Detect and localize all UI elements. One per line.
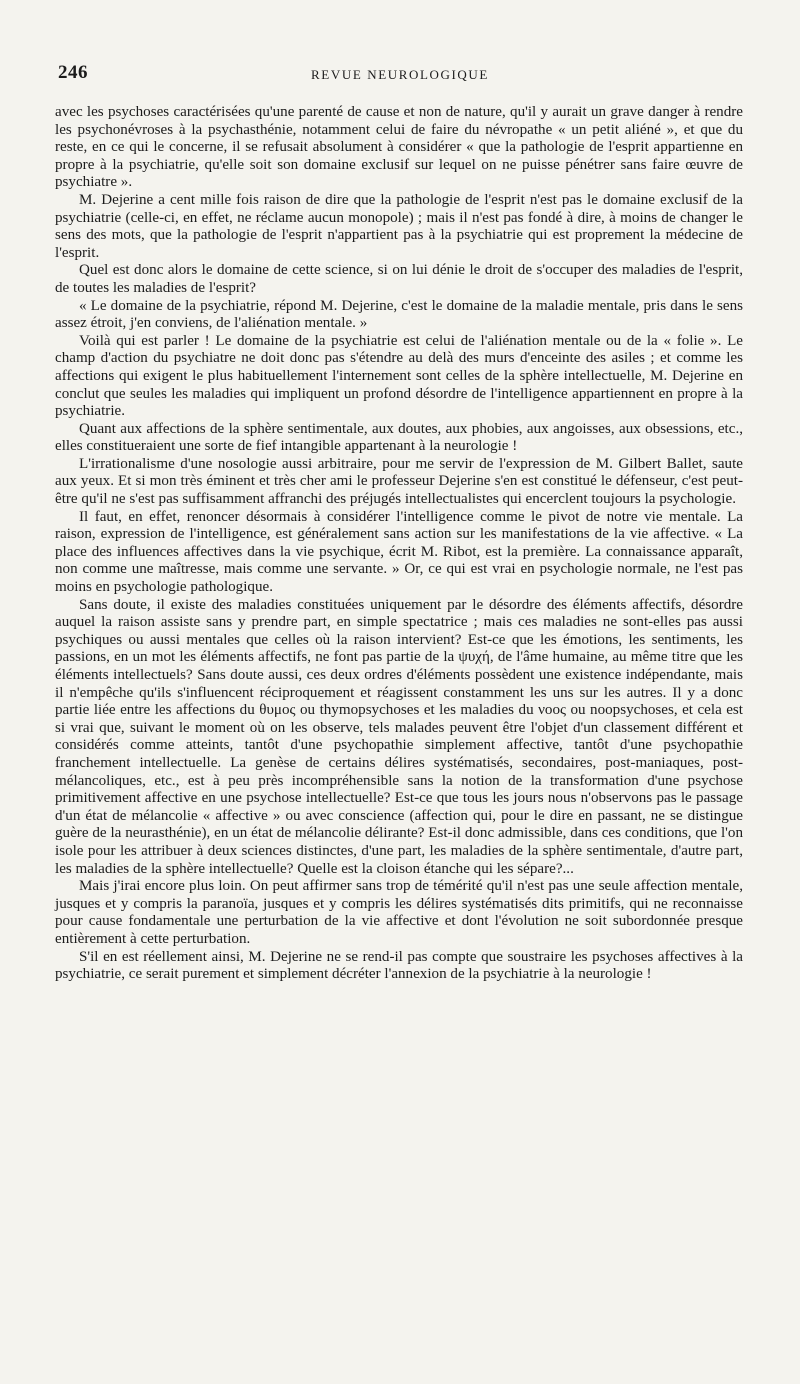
paragraph: M. Dejerine a cent mille fois raison de dire que la pathologie de l'esprit n'est pas le domaine exclusif de la psychiatrie (celle-ci, en effet, ne réclame aucun monopole) ; mais il n'est pas fondé à dire, à moins de changer le sens des mots, que la pathologie de l'esprit n'appartient pas à la psychiatrie qui est proprement la médecine de l'esprit.: [55, 191, 743, 261]
paragraph: avec les psychoses caractérisées qu'une parenté de cause et non de nature, qu'il y aurait un grave danger à rendre les psychonévroses à la psychasthénie, notamment celui de faire du névropathe « un petit aliéné », et que du reste, en ce qui le concerne, il se refusait absolument à considérer « que la pathologie de l'esprit appartienne en propre à la psychiatrie, qu'elle soit son domaine exclusif sur lequel on ne puisse pénétrer sans faire œuvre de psychiatre ».: [55, 104, 743, 191]
running-title: REVUE NEUROLOGIQUE: [311, 67, 489, 82]
paragraph: Sans doute, il existe des maladies constituées uniquement par le désordre des éléments affectifs, désordre auquel la raison assiste sans y prendre part, en simple spectatrice ; mais ces maladies ne sont-elles pas aussi psychiques ou aussi mentales que celles où la raison intervient? Est-ce que les émotions, les sentiments, les passions, en un mot les éléments affectifs, ne font pas partie de la ψυχή, de l'âme humaine, au même titre que les éléments intellectuels? Sans doute aussi, ces deux ordres d'éléments possèdent une existence indépendante, mais il n'empêche qu'ils s'influencent réciproquement et réagissent constamment les uns sur les autres. Il y a donc partie liée entre les affections du θυμος ou thymopsychoses et les maladies du νοος ou noopsychoses, et cela est si vrai que, suivant le moment où on les observe, tels malades peuvent être l'objet d'un classement différent et considérés comme atteints, tantôt d'une psychopathie simplement affective, tantôt d'une psychopathie franchement intellectuelle. La genèse de certains délires systématisés, secondaires, post-maniaques, post-mélancoliques, etc., est à peu près incompréhensible sans la notion de la transformation d'une psychose primitivement affective en une psychose intellectuelle? Est-ce que tous les jours nous n'observons pas le passage d'un état de mélancolie « affective » ou avec conscience (affection qui, pour le dire en passant, ne se distingue guère de la neurasthénie), en un état de mélancolie délirante? Est-il donc admissible, dans ces conditions, que l'on isole pour les attribuer à deux sciences distinctes, d'une part, les maladies de la sphère sentimentale, d'autre part, les maladies de la sphère intellectuelle? Quelle est la cloison étanche qui les sépare?...: [55, 596, 743, 877]
page-number: 246: [58, 62, 88, 83]
page-header: [58, 62, 742, 86]
article-body: [55, 104, 743, 984]
paragraph: Mais j'irai encore plus loin. On peut affirmer sans trop de témérité qu'il n'est pas une seule affection mentale, jusques et y compris la paranoïa, jusques et y compris les délires systématisés dits primitifs, qui ne reconnaisse pour cause fondamentale une perturbation de la vie affective et dont l'évolution ne soit subordonnée presque entièrement à cette perturbation.: [55, 878, 743, 947]
paragraph: S'il en est réellement ainsi, M. Dejerine ne se rend-il pas compte que soustraire les psychoses affectives à la psychiatrie, ce serait purement et simplement décréter l'annexion de la psychiatrie à la neurologie !: [55, 948, 743, 983]
paragraph: « Le domaine de la psychiatrie, répond M. Dejerine, c'est le domaine de la maladie mentale, pris dans le sens assez étroit, j'en conviens, de l'aliénation mentale. »: [55, 297, 743, 332]
paragraph: Il faut, en effet, renoncer désormais à considérer l'intelligence comme le pivot de notre vie mentale. La raison, expression de l'intelligence, est généralement sans action sur les manifestations de la vie affective. « La place des influences affectives dans la vie psychique, écrit M. Ribot, est la première. La connaissance apparaît, non comme une maîtresse, mais comme une servante. » Or, ce qui est vrai en psychologie normale, ne l'est pas moins en psychologie pathologique.: [55, 508, 743, 596]
paragraph: L'irrationalisme d'une nosologie aussi arbitraire, pour me servir de l'expression de M. Gilbert Ballet, saute aux yeux. Et si mon très éminent et très cher ami le professeur Dejerine s'en est constitué le défenseur, c'est peut-être qu'il ne s'est pas suffisamment affranchi des préjugés intellectualistes qui encerclent toujours la psychologie.: [55, 455, 743, 508]
paragraph: Voilà qui est parler ! Le domaine de la psychiatrie est celui de l'aliénation mentale ou de la « folie ». Le champ d'action du psychiatre ne doit donc pas s'étendre au delà des murs d'enceinte des asiles ; et comme les affections qui exigent le plus habituellement l'internement sont celles de la sphère intellectuelle, M. Dejerine en conclut que seules les maladies qui impliquent un profond désordre de l'intelligence appartiennent en propre à la psychiatrie.: [55, 332, 743, 420]
paragraph: Quant aux affections de la sphère sentimentale, aux doutes, aux phobies, aux angoisses, aux obsessions, etc., elles constitueraient une sorte de fief intangible appartenant à la neurologie !: [55, 420, 743, 455]
paragraph: Quel est donc alors le domaine de cette science, si on lui dénie le droit de s'occuper des maladies de l'esprit, de toutes les maladies de l'esprit?: [55, 262, 743, 296]
